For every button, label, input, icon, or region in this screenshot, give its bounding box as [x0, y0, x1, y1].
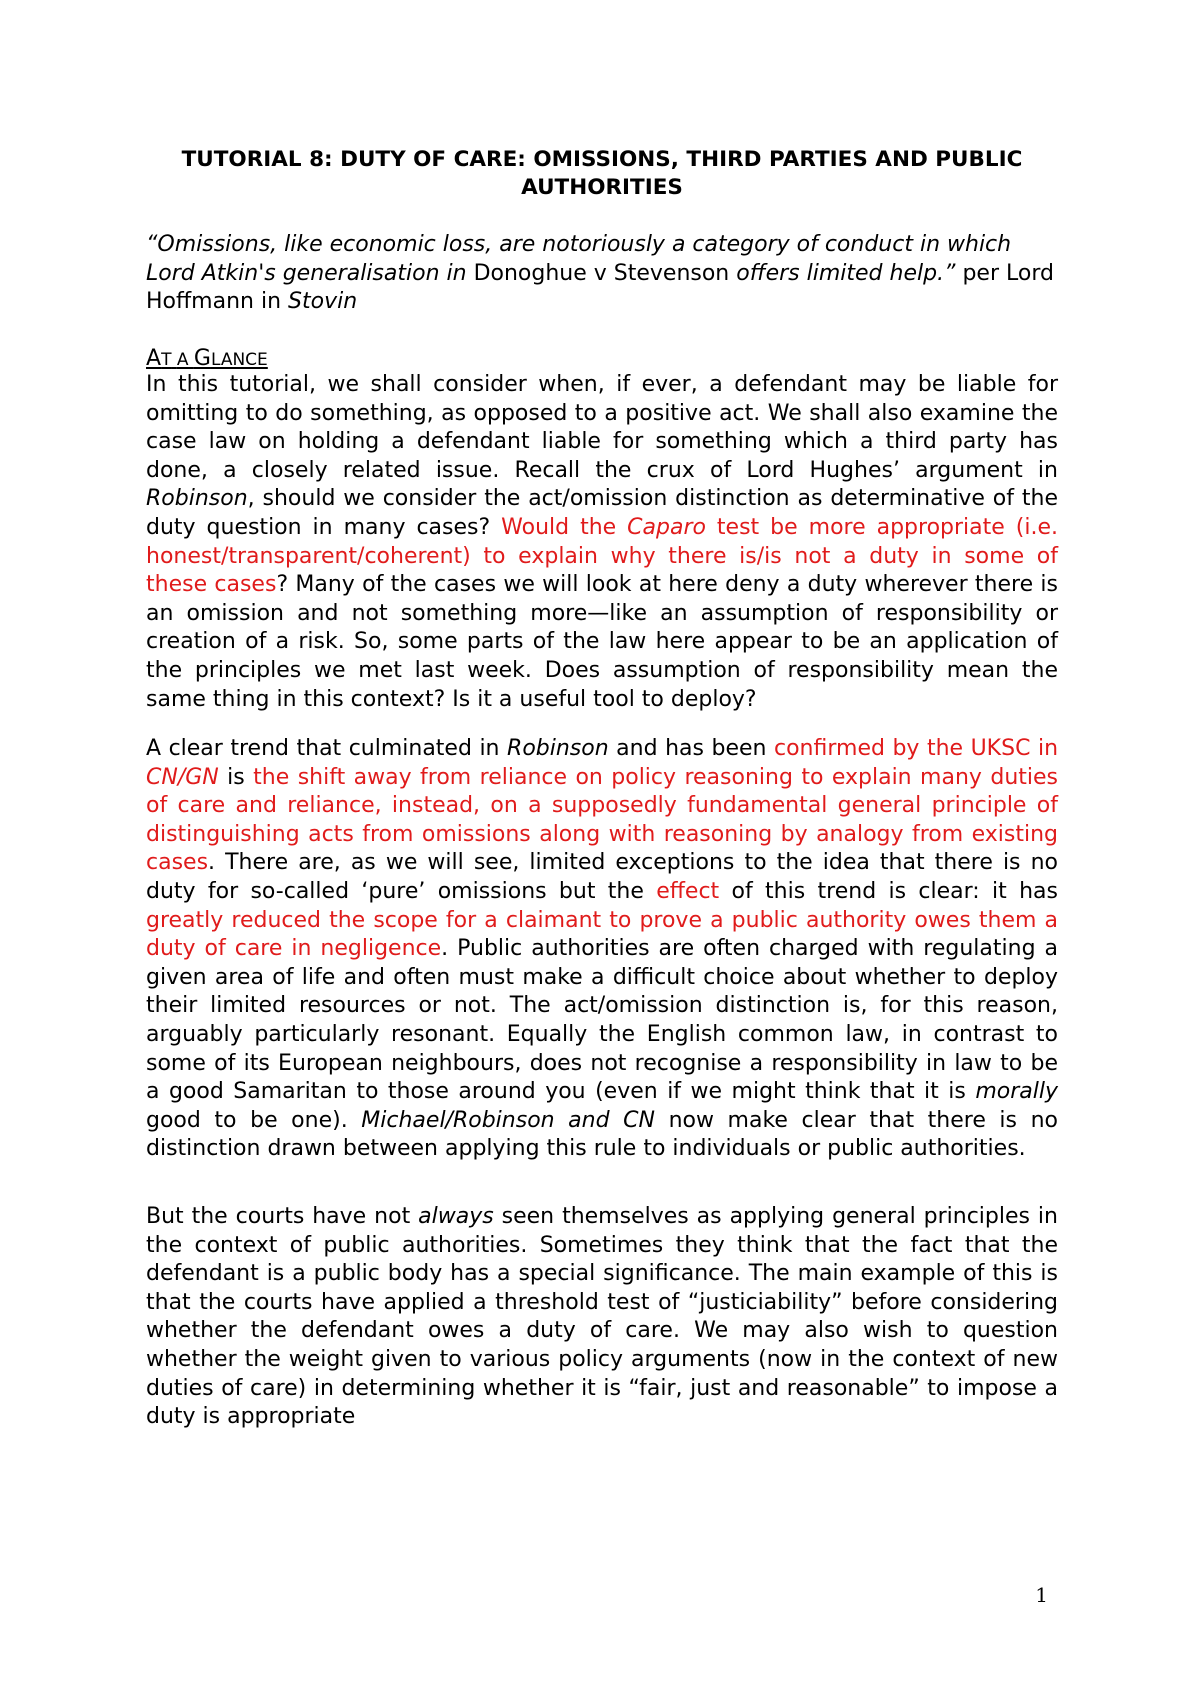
- paragraphs.1-run: A clear trend that culminated in: [146, 736, 508, 761]
- paragraphs.1-run: good to be one).: [146, 1107, 362, 1133]
- paragraphs.0-run: In this tutorial, we shall consider when, if ever, a defendant may be liable for omitting to do something, as opposed to a positive act. We shall also examine the case law on holding a defendant liable for something which a third party has done, a closely related issue. Recall the crux of Lord Hughes’ argument in: [146, 372, 1058, 483]
- paragraphs.1-run: Robinson: [507, 736, 609, 761]
- heading-letter: G: [193, 346, 211, 371]
- heading-letter: LANCE: [210, 350, 268, 370]
- paragraphs.1-run: of this trend is clear: it has: [719, 878, 1058, 904]
- heading-letter: T: [161, 350, 172, 370]
- paragraphs.1-run: now make clear that there is no distinction drawn between applying this rule to individuals or public authorities.: [146, 1107, 1058, 1162]
- paragraphs.2-run: seen themselves as applying general principles in the context of public authorities. Sometimes they think that the fact that the defendant is a public body has a special significance. The main example of this is that the courts have applied a threshold test of “justiciability” before considering whether the defendant owes a duty of care. We may also wish to question whether the weight given to various policy arguments (now in the context of new duties of care) in determining whether it is “fair, just and reasonable” to impose a duty is appropriate: [146, 1204, 1058, 1430]
- paragraphs.0-run: test be more appropriate (i.e. honest/transparent/coherent) to explain why there is/is not a duty in some of these cases: [146, 514, 1058, 598]
- paragraphs.1-run: CN/GN: [146, 764, 219, 790]
- page-number: 1: [1035, 1583, 1048, 1607]
- paragraphs.1-run: Michael/Robinson and CN: [361, 1107, 655, 1133]
- paragraphs.0-run: Robinson: [146, 486, 248, 512]
- paragraphs.1-run: the shift away from reliance on policy reasoning to explain many duties of care and reliance, instead, on a supposedly fundamental general principle of distinguishing acts from omissions along with reasoning by analogy from existing cases: [146, 764, 1058, 876]
- paragraphs.0-run: , should we consider the act/omission distinction as determinative of the duty question in many cases?: [146, 486, 1058, 540]
- heading-letter: A: [146, 346, 162, 371]
- quote-run: per Lord Hoffmann in: [146, 260, 1054, 314]
- body-paragraph-3: [146, 1203, 1058, 1432]
- paragraphs.0-run: Would the: [501, 514, 628, 540]
- paragraphs.0-run: ? Many of the cases we will look at here deny a duty wherever there is an omission and not something more—like an assumption of responsibility or creation of a risk. So, some parts of the law here appear to be an application of the principles we met last week. Does assumption of responsibility mean the same thing in this context? Is it a useful tool to deploy?: [146, 572, 1058, 712]
- quote-run: “Omissions, like economic loss, are notoriously a category of conduct in which Lord Atkin's generalisation in: [146, 232, 1012, 286]
- paragraphs.1-run: morally: [975, 1079, 1058, 1105]
- quote-run: Stovin: [288, 289, 358, 314]
- body-paragraph-2: [146, 735, 1058, 1164]
- heading-letter: A: [176, 350, 189, 370]
- page-title: TUTORIAL 8: DUTY OF CARE: OMISSIONS, THIRD PARTIES AND PUBLIC AUTHORITIES: [181, 147, 1023, 200]
- paragraphs.0-run: Caparo: [627, 514, 706, 540]
- paragraphs.2-run: always: [418, 1204, 494, 1229]
- paragraphs.1-run: is: [218, 764, 254, 790]
- quote-run: Donoghue v Stevenson: [473, 260, 730, 286]
- paragraphs.1-run: confirmed by the UKSC in: [774, 736, 1059, 761]
- section-heading: [146, 345, 268, 374]
- paragraphs.1-run: effect: [656, 878, 720, 904]
- paragraphs.1-run: greatly reduced the scope for a claimant to prove a public authority owes them a duty of care in negligence: [146, 907, 1058, 962]
- body-paragraph-1: [146, 371, 1058, 714]
- quote-run: offers limited help.”: [729, 260, 956, 286]
- paragraphs.1-run: and has been: [608, 736, 774, 761]
- paragraphs.1-run: . There are, as we will see, limited exceptions to the idea that there is no duty for so-called ‘pure’ omissions but the: [146, 850, 1058, 904]
- epigraph-quote: [146, 231, 1058, 317]
- paragraphs.1-run: . Public authorities are often charged with regulating a given area of life and often must make a difficult choice about whether to deploy their limited resources or not. The act/omission distinction is, for this reason, arguably particularly resonant. Equally the English common law, in contrast to some of its European neighbours, does not recognise a responsibility in law to be a good Samaritan to those around you (even if we might think that it is: [146, 936, 1058, 1105]
- paragraphs.2-run: But the courts have not: [146, 1204, 419, 1229]
